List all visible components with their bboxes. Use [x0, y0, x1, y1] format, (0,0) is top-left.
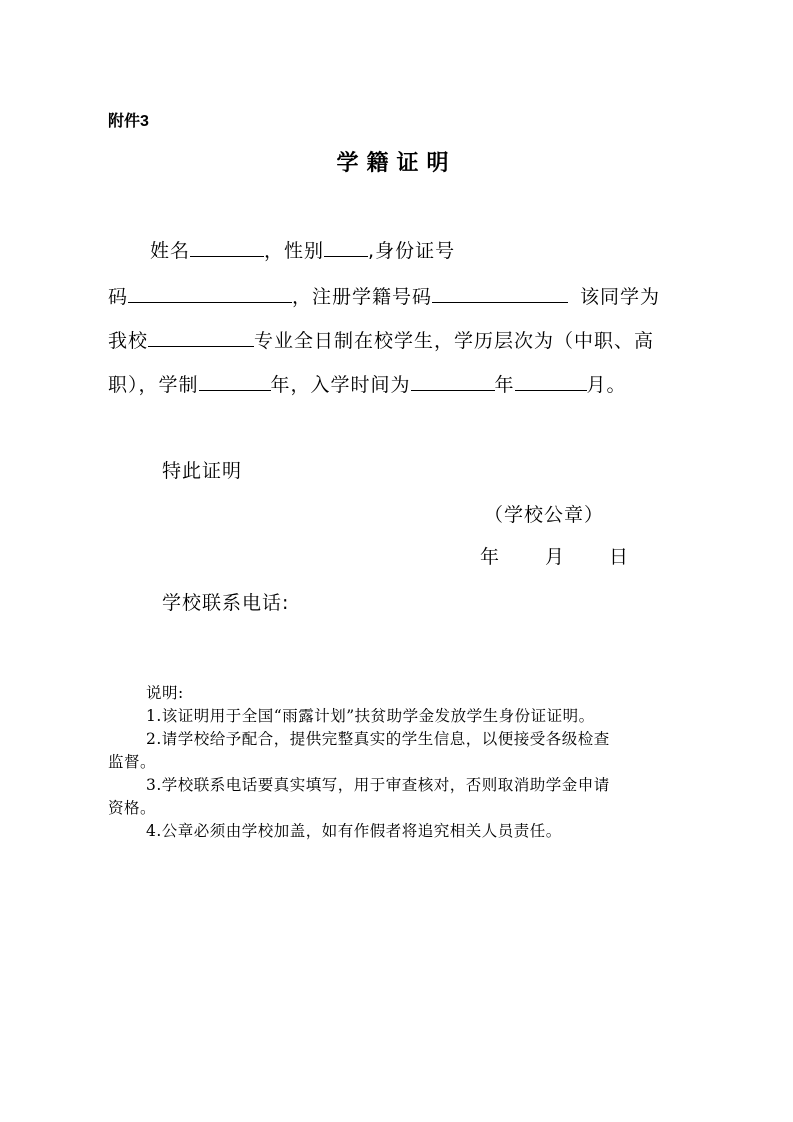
school-phone-label: 学校联系电话: [162, 592, 290, 614]
gender-label: ，性别 [264, 240, 325, 262]
school-label: 我校 [108, 330, 149, 352]
date-year: 年 [480, 546, 501, 568]
name-label: 姓名 [150, 240, 191, 262]
date-day: 日 [609, 546, 630, 568]
note-item-3-cont: 资格。 [108, 799, 157, 817]
note-item-1: 1.该证明用于全国“雨露计划”扶贫助学金发放学生身份证证明。 [146, 707, 595, 725]
enroll-month-blank[interactable] [515, 370, 587, 391]
note-item-2-cont: 监督。 [108, 753, 157, 771]
enroll-year-blank[interactable] [411, 370, 495, 391]
major-text: 专业全日制在校学生，学历层次为（中职、高 [254, 330, 655, 352]
school-seal: （学校公章） [484, 504, 605, 526]
name-blank[interactable] [190, 236, 264, 257]
notes-heading: 说明: [146, 684, 184, 702]
certify-text: 特此证明 [162, 460, 243, 482]
body-line-3 [108, 326, 654, 352]
note-item-2: 2.请学校给予配合，提供完整真实的学生信息，以便接受各级检查 [146, 730, 610, 748]
length-blank[interactable] [199, 370, 271, 391]
major-blank[interactable] [148, 326, 254, 347]
note-item-4: 4.公章必须由学校加盖，如有作假者将追究相关人员责任。 [146, 822, 562, 840]
gender-blank[interactable] [324, 236, 368, 257]
year-label: 年 [494, 374, 515, 396]
body-line-4 [108, 370, 627, 396]
document-title: 学籍证明 [336, 150, 457, 176]
student-text: 该同学为 [580, 286, 661, 308]
attachment-label: 附件3 [108, 113, 149, 130]
date-month: 月 [545, 546, 566, 568]
student-number-label: ，注册学籍号码 [292, 286, 433, 308]
length-label: 职），学制 [108, 374, 199, 396]
student-number-blank[interactable] [432, 282, 568, 303]
id-number-label: ,身份证号 [368, 240, 456, 262]
body-line-1 [150, 236, 455, 262]
month-label: 月。 [586, 374, 627, 396]
body-line-2 [108, 282, 660, 308]
enroll-label: 年，入学时间为 [270, 374, 411, 396]
id-number-blank[interactable] [128, 282, 292, 303]
id-number-label-end: 码 [108, 286, 129, 308]
note-item-3: 3.学校联系电话要真实填写，用于审查核对，否则取消助学金申请 [146, 776, 610, 794]
